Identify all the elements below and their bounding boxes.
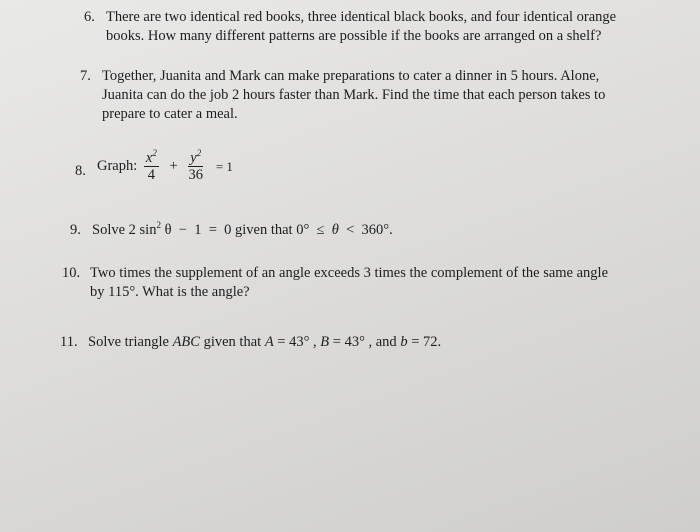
problem-7 <box>80 67 680 127</box>
problem-text: Two times the supplement of an angle exceeds 3 times the complement of the same angle by 115°. What is the angle? <box>90 265 609 300</box>
problem-text: There are two identical red books, three identical black books, and four identical orange books. How many different patterns are possible if the books are arranged on a shelf? <box>106 9 617 44</box>
fraction-x-over-4: $\frac{x^2}{4}$ <box>145 148 157 183</box>
problem-text: Solve 2 $\sin^2 \theta - 1 = 0$ given that 0° ≤ θ < 360°. <box>92 220 393 238</box>
fraction-y-over-36: $\frac{y^2}{36}$ <box>188 148 203 183</box>
problem-9 <box>70 221 570 243</box>
problem-number: 10. <box>62 265 81 281</box>
problem-number: 9. <box>70 222 81 238</box>
problem-6 <box>84 8 684 48</box>
problem-number: 7. <box>80 68 91 84</box>
problem-number: 11. <box>60 334 78 350</box>
problem-text: Together, Juanita and Mark can make preparations to cater a dinner in 5 hours. Alone, Juanita can do the job 2 hours faster than Mark. Find the time that each person takes to prepare to cater a meal. <box>102 68 606 122</box>
graph-equation: Graph: $\frac{x^2}{4}$ + $\frac{y^2}{36}$ = 1 <box>97 148 233 183</box>
problem-text: Solve triangle ABC given that A = 43° , B = 43° , and b = 72. <box>88 334 442 350</box>
problem-11 <box>60 333 560 355</box>
problem-number: 6. <box>84 9 95 25</box>
problem-8 <box>75 150 375 192</box>
problem-number: 8. <box>75 163 86 179</box>
problem-10 <box>62 264 692 304</box>
